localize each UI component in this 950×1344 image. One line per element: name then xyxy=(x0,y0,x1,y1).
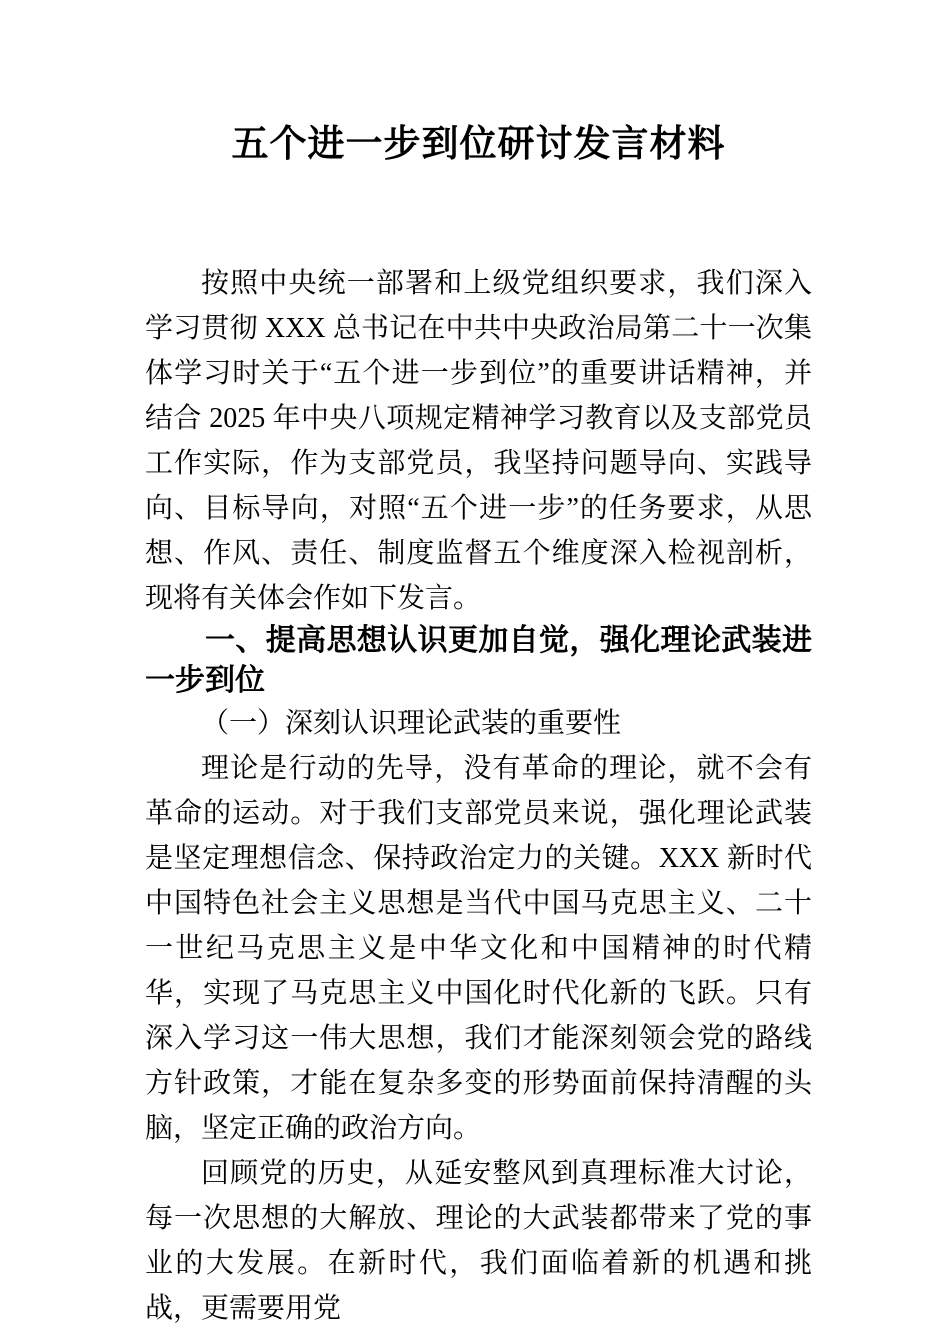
section-1-heading: 一、提高思想认识更加自觉，强化理论武装进一步到位 xyxy=(145,624,812,697)
intro-paragraph: 按照中央统一部署和上级党组织要求，我们深入学习贯彻 XXX 总书记在中共中央政治局第二十一次集体学习时关于“五个进一步到位”的重要讲话精神，并结合 2025 年中央八项规定精神学习教育以及支部党员工作实际，作为支部党员，我坚持问题导向、实践导向、目标导向，对照“五个进一步”的任务要求，从思想、作风、责任、制度监督五个维度深入检视剖析，现将有关体会作如下发言。 xyxy=(145,268,812,614)
subsection-1-1-paragraph-theory: 理论是行动的先导，没有革命的理论，就不会有革命的运动。对于我们支部党员来说，强化理论武装是坚定理想信念、保持政治定力的关键。XXX 新时代中国特色社会主义思想是当代中国马克思主义、二十一世纪马克思主义是中华文化和中国精神的时代精华，实现了马克思主义中国化时代化新的飞跃。只有深入学习这一伟大思想，我们才能深刻领会党的路线方针政策，才能在复杂多变的形势面前保持清醒的头脑，坚定正确的政治方向。 xyxy=(145,753,812,1144)
subsection-1-1-heading: （一）深刻认识理论武装的重要性 xyxy=(201,708,622,739)
document-title: 五个进一步到位研讨发言材料 xyxy=(231,124,726,165)
subsection-1-1-paragraph-history: 回顾党的历史，从延安整风到真理标准大讨论，每一次思想的大解放、理论的大武装都带来了党的事业的大发展。在新时代，我们面临着新的机遇和挑战，更需要用党 xyxy=(145,1158,812,1324)
